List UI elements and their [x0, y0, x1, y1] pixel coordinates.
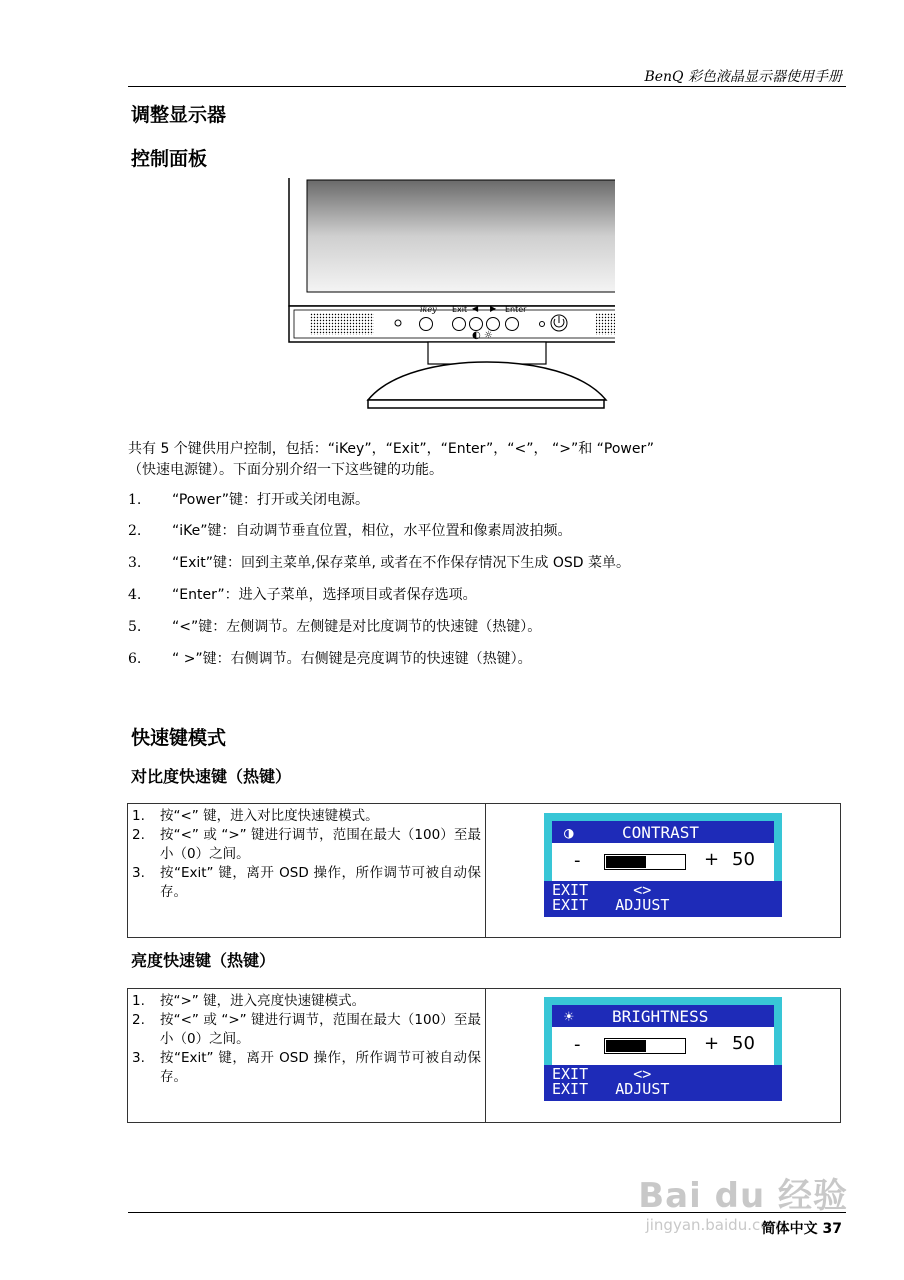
contrast-icon: ◐ ☼ [472, 330, 493, 341]
contrast-table [127, 803, 841, 938]
intro-line-2: （快速电源键）。下面分别介绍一下这些键的功能。 [128, 462, 443, 478]
watermark-logo: Bai du 经验 [638, 1176, 848, 1216]
right-arrow-label: ▶ [490, 304, 497, 313]
list-item: 1. “Power”键：打开或关闭电源。 [128, 492, 369, 508]
subheading-brightness: 亮度快速键（热键） [131, 951, 276, 970]
brightness-osd [544, 997, 782, 1101]
enter-label: Enter [505, 305, 527, 314]
step-row: 1. 按“>” 键，进入亮度快速键模式。 [132, 993, 366, 1009]
contrast-value: 50 [732, 849, 755, 870]
header-divider [128, 86, 846, 87]
subheading-contrast: 对比度快速键（热键） [131, 767, 292, 786]
list-item: 3. “Exit”键：回到主菜单,保存菜单, 或者在不作保存情况下生成 OSD 菜单。 [128, 555, 630, 571]
brightness-level-bar [604, 1038, 686, 1054]
contrast-panel [552, 843, 774, 881]
section-heading-control-panel: 控制面板 [131, 148, 208, 170]
header-title: BenQ 彩色液晶显示器使用手册 [644, 69, 842, 85]
sun-icon: ☀ [564, 1007, 574, 1026]
contrast-steps [128, 804, 486, 937]
step-row: 1. 按“<” 键，进入对比度快速键模式。 [132, 808, 379, 824]
contrast-osd [544, 813, 782, 917]
brightness-label: BRIGHTNESS [612, 1007, 709, 1026]
contrast-icon: ◑ [564, 823, 574, 842]
plus-sign: + [704, 1033, 720, 1054]
minus-sign: - [574, 1034, 581, 1055]
brightness-value: 50 [732, 1033, 755, 1054]
section-heading-hotkey: 快速键模式 [131, 727, 227, 749]
step-row: 2. 按“<” 或 “>” 键进行调节，范围在最大（100）至最小（0）之间。 [132, 1012, 481, 1047]
brightness-table [127, 988, 841, 1123]
exit-label: Exit [452, 305, 468, 314]
list-item: 2. “iKe”键：自动调节垂直位置，相位，水平位置和像素周波拍频。 [128, 523, 572, 539]
ikey-label: ikey [420, 305, 437, 314]
list-item: 6. “ >”键：右侧调节。右侧键是亮度调节的快速键（热键）。 [128, 651, 532, 667]
brightness-osd-title [552, 1005, 774, 1027]
monitor-illustration [280, 178, 615, 412]
intro-line-1: 共有 5 个键供用户控制，包括：“iKey”，“Exit”，“Enter”，“<”， “>”和 “Power” [128, 441, 655, 457]
brightness-panel [552, 1027, 774, 1065]
minus-sign: - [574, 850, 581, 871]
brightness-steps [128, 989, 486, 1122]
footer-divider [128, 1212, 846, 1213]
plus-sign: + [704, 849, 720, 870]
page-number: 简体中文 37 [761, 1221, 842, 1237]
contrast-label: CONTRAST [622, 823, 700, 842]
step-row: 3. 按“Exit” 键，离开 OSD 操作，所作调节可被自动保存。 [132, 865, 481, 900]
brightness-level-fill [606, 1040, 646, 1052]
left-arrow-label: ◀ [472, 304, 479, 313]
brightness-osd-footer: EXIT <> EXIT ADJUST [552, 1065, 670, 1098]
list-item: 4. “Enter”：进入子菜单，选择项目或者保存选项。 [128, 587, 477, 603]
contrast-level-fill [606, 856, 646, 868]
contrast-osd-footer: EXIT <> EXIT ADJUST [552, 881, 670, 914]
list-item: 5. “<”键：左侧调节。左侧键是对比度调节的快速键（热键）。 [128, 619, 542, 635]
contrast-osd-title [552, 821, 774, 843]
step-row: 2. 按“<” 或 “>” 键进行调节，范围在最大（100）至最小（0）之间。 [132, 827, 481, 862]
watermark-url: jingyan.baidu.com [645, 1216, 784, 1234]
contrast-level-bar [604, 854, 686, 870]
section-heading-adjust: 调整显示器 [131, 104, 227, 126]
step-row: 3. 按“Exit” 键，离开 OSD 操作，所作调节可被自动保存。 [132, 1050, 481, 1085]
